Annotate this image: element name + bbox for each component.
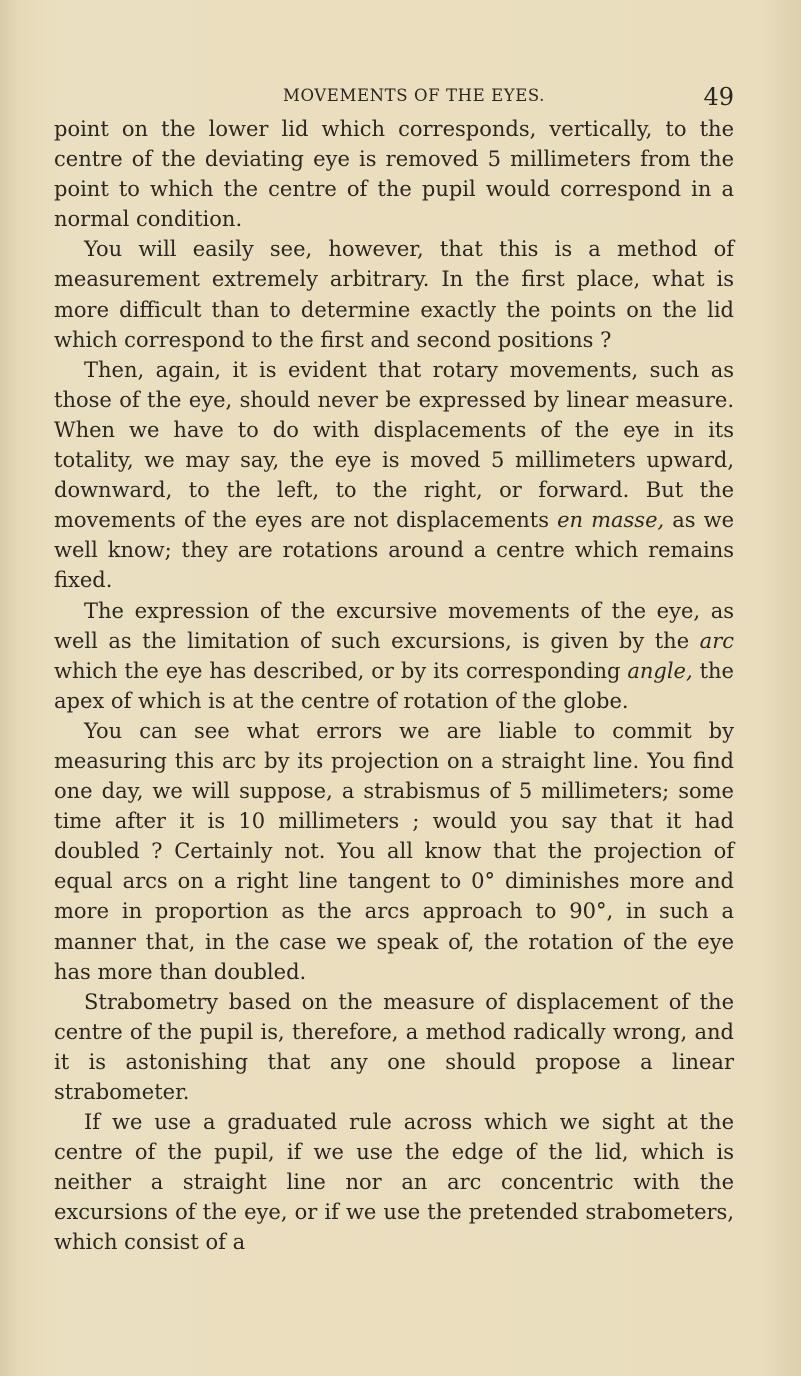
paragraph-4-italic-arc: arc [699,628,734,653]
paragraph-3-part-1: Then, again, it is evident that rotary movements, such as those of the eye, should never be expressed by linear measure. When we have to do with displacements of the eye in its totality, we may say, the eye is moved 5 millimeters upward, downward, to the left, to the right, or forward. But the movements of the eyes are not displacements [54,357,734,533]
paragraph-6: Strabometry based on the measure of displacement of the centre of the pupil is, therefore, a method radically wrong, and it is astonishing that any one should propose a linear strabometer. [54,989,734,1104]
paragraph-4-part-2: which the eye has described, or by its corresponding [54,658,628,683]
paragraph-1: point on the lower lid which corresponds, vertically, to the centre of the deviating eye is removed 5 millimeters from the point to which the centre of the pupil would correspond in a normal condition. [54,117,734,232]
paragraph-5: You can see what errors we are liable to commit by measuring this arc by its projection on a straight line. You find one day, we will suppose, a strabismus of 5 millimeters; some time after it is 10 millimeters ; would you say that it had doubled ? Certainly not. You all know that the projection of equal arcs on a right line tangent to 0° diminishes more and more in proportion as the arcs approach to 90°, in such a manner that, in the case we speak of, the rotation of the eye has more than doubled. [54,718,734,984]
paragraph-2: You will easily see, however, that this is a method of measurement extremely arbitrary. In the first place, what is more difficult than to determine exactly the points on the lid which correspond to the first and second positions ? [54,237,734,352]
body-text [54,114,734,1258]
paragraph-4 [54,596,734,716]
paragraph-4-italic-angle: angle, [627,658,693,683]
paragraph-3 [54,355,734,596]
running-head: MOVEMENTS OF THE EYES. [282,86,546,105]
paragraph-7: If we use a graduated rule across which we sight at the centre of the pupil, if we use the edge of the lid, which is neither a straight line nor an arc concentric with the excursions of the eye, or if we use the pretended strabometers, which consist of a [54,1110,734,1255]
paragraph-3-italic-en-masse: en masse, [557,508,665,533]
paragraph-4-part-1: The expression of the excursive movements of the eye, as well as the limitation of such excursions, is given by the [54,598,734,653]
paragraph-3-part-2: as we well know; they are rotations around a centre which remains fixed. [54,508,734,593]
page-header [54,83,734,112]
page-number: 49 [703,83,734,111]
paragraph-4-part-3: the apex of which is at the centre of rotation of the globe. [54,658,734,713]
